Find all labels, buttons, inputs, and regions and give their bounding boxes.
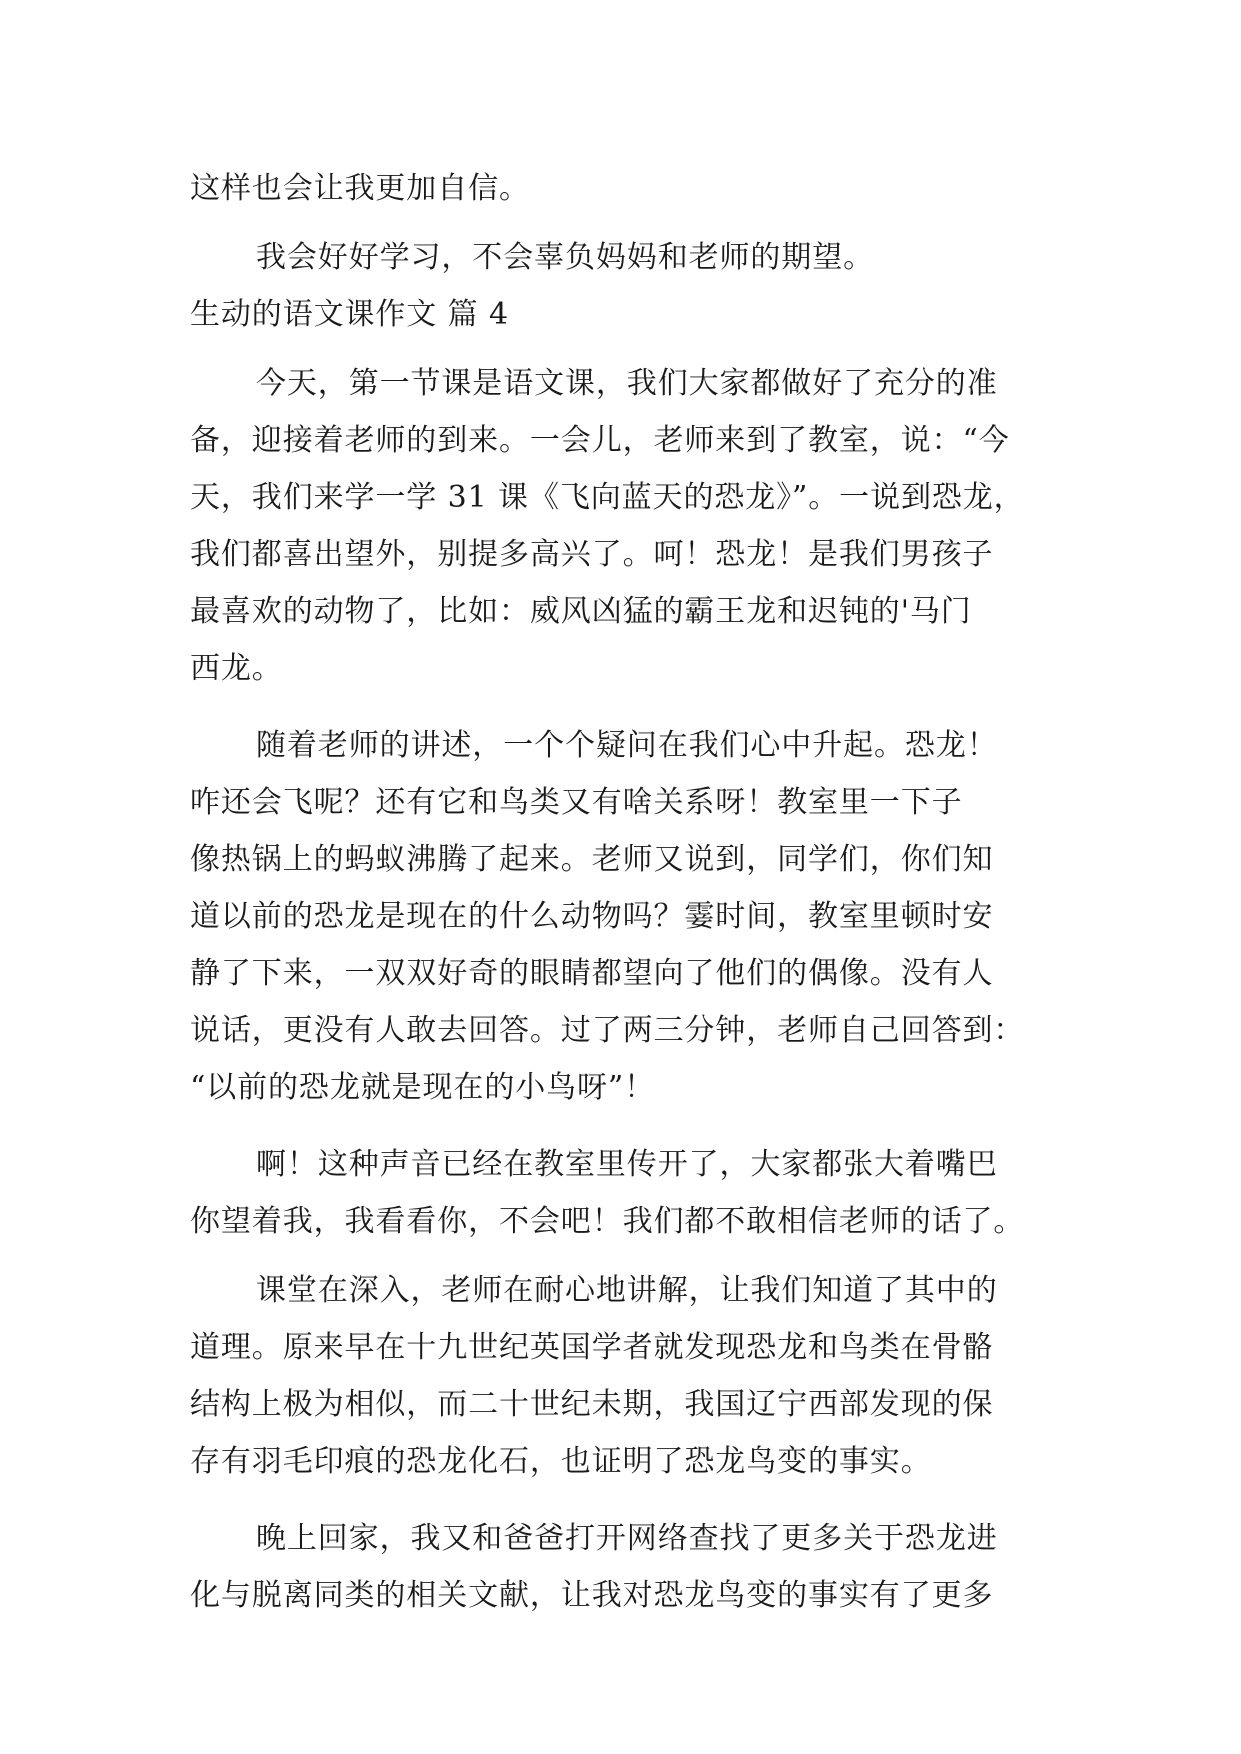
text-line: 晚上回家，我又和爸爸打开网络查找了更多关于恐龙进	[256, 1521, 998, 1556]
text-line: 西龙。	[190, 651, 283, 686]
text-line: 我会好好学习，不会辜负妈妈和老师的期望。	[256, 240, 874, 275]
paragraph-5	[190, 1262, 1070, 1490]
text-line: 你望着我，我看看你，不会吧！我们都不敢相信老师的话了。	[190, 1204, 1025, 1239]
paragraph-3	[190, 717, 1070, 1116]
paragraph-6	[190, 1510, 1070, 1624]
text-line: 课堂在深入，老师在耐心地讲解，让我们知道了其中的	[256, 1273, 998, 1308]
paragraph-1	[190, 229, 1070, 286]
paragraph-0	[190, 160, 1070, 217]
text-line: 化与脱离同类的相关文献，让我对恐龙鸟变的事实有了更多	[190, 1578, 994, 1613]
text-line: 今天，第一节课是语文课，我们大家都做好了充分的准	[256, 366, 998, 401]
paragraph-4	[190, 1136, 1070, 1250]
text-line: 道以前的恐龙是现在的什么动物吗？霎时间，教室里顿时安	[190, 899, 994, 934]
text-line: 像热锅上的蚂蚁沸腾了起来。老师又说到，同学们，你们知	[190, 842, 994, 877]
text-line: 天，我们来学一学 31 课《飞向蓝天的恐龙》”。一说到恐龙，	[190, 480, 1025, 515]
text-line: 这样也会让我更加自信。	[190, 171, 530, 206]
text-line: 随着老师的讲述，一个个疑问在我们心中升起。恐龙！	[256, 728, 998, 763]
text-line: 说话，更没有人敢去回答。过了两三分钟，老师自己回答到：	[190, 1013, 1025, 1048]
text-line: 静了下来，一双双好奇的眼睛都望向了他们的偶像。没有人	[190, 956, 994, 991]
section-heading: 生动的语文课作文 篇 4	[190, 297, 509, 332]
text-line: 我们都喜出望外，别提多高兴了。呵！恐龙！是我们男孩子	[190, 537, 994, 572]
text-line: 最喜欢的动物了，比如：威风凶猛的霸王龙和迟钝的'马门	[190, 594, 972, 629]
text-line: 存有羽毛印痕的恐龙化石，也证明了恐龙鸟变的事实。	[190, 1444, 932, 1479]
text-line: 结构上极为相似，而二十世纪未期，我国辽宁西部发现的保	[190, 1387, 994, 1422]
text-line: 备，迎接着老师的到来。一会儿，老师来到了教室，说：“今	[190, 423, 1010, 458]
text-line: 道理。原来早在十九世纪英国学者就发现恐龙和鸟类在骨骼	[190, 1330, 994, 1365]
paragraph-2	[190, 355, 1070, 697]
text-line: “以前的恐龙就是现在的小鸟呀”！	[190, 1070, 656, 1105]
document-body	[190, 160, 1070, 1624]
text-line: 咋还会飞呢？还有它和鸟类又有啥关系呀！教室里一下子	[190, 785, 963, 820]
text-line: 啊！这种声音已经在教室里传开了，大家都张大着嘴巴	[256, 1147, 998, 1182]
